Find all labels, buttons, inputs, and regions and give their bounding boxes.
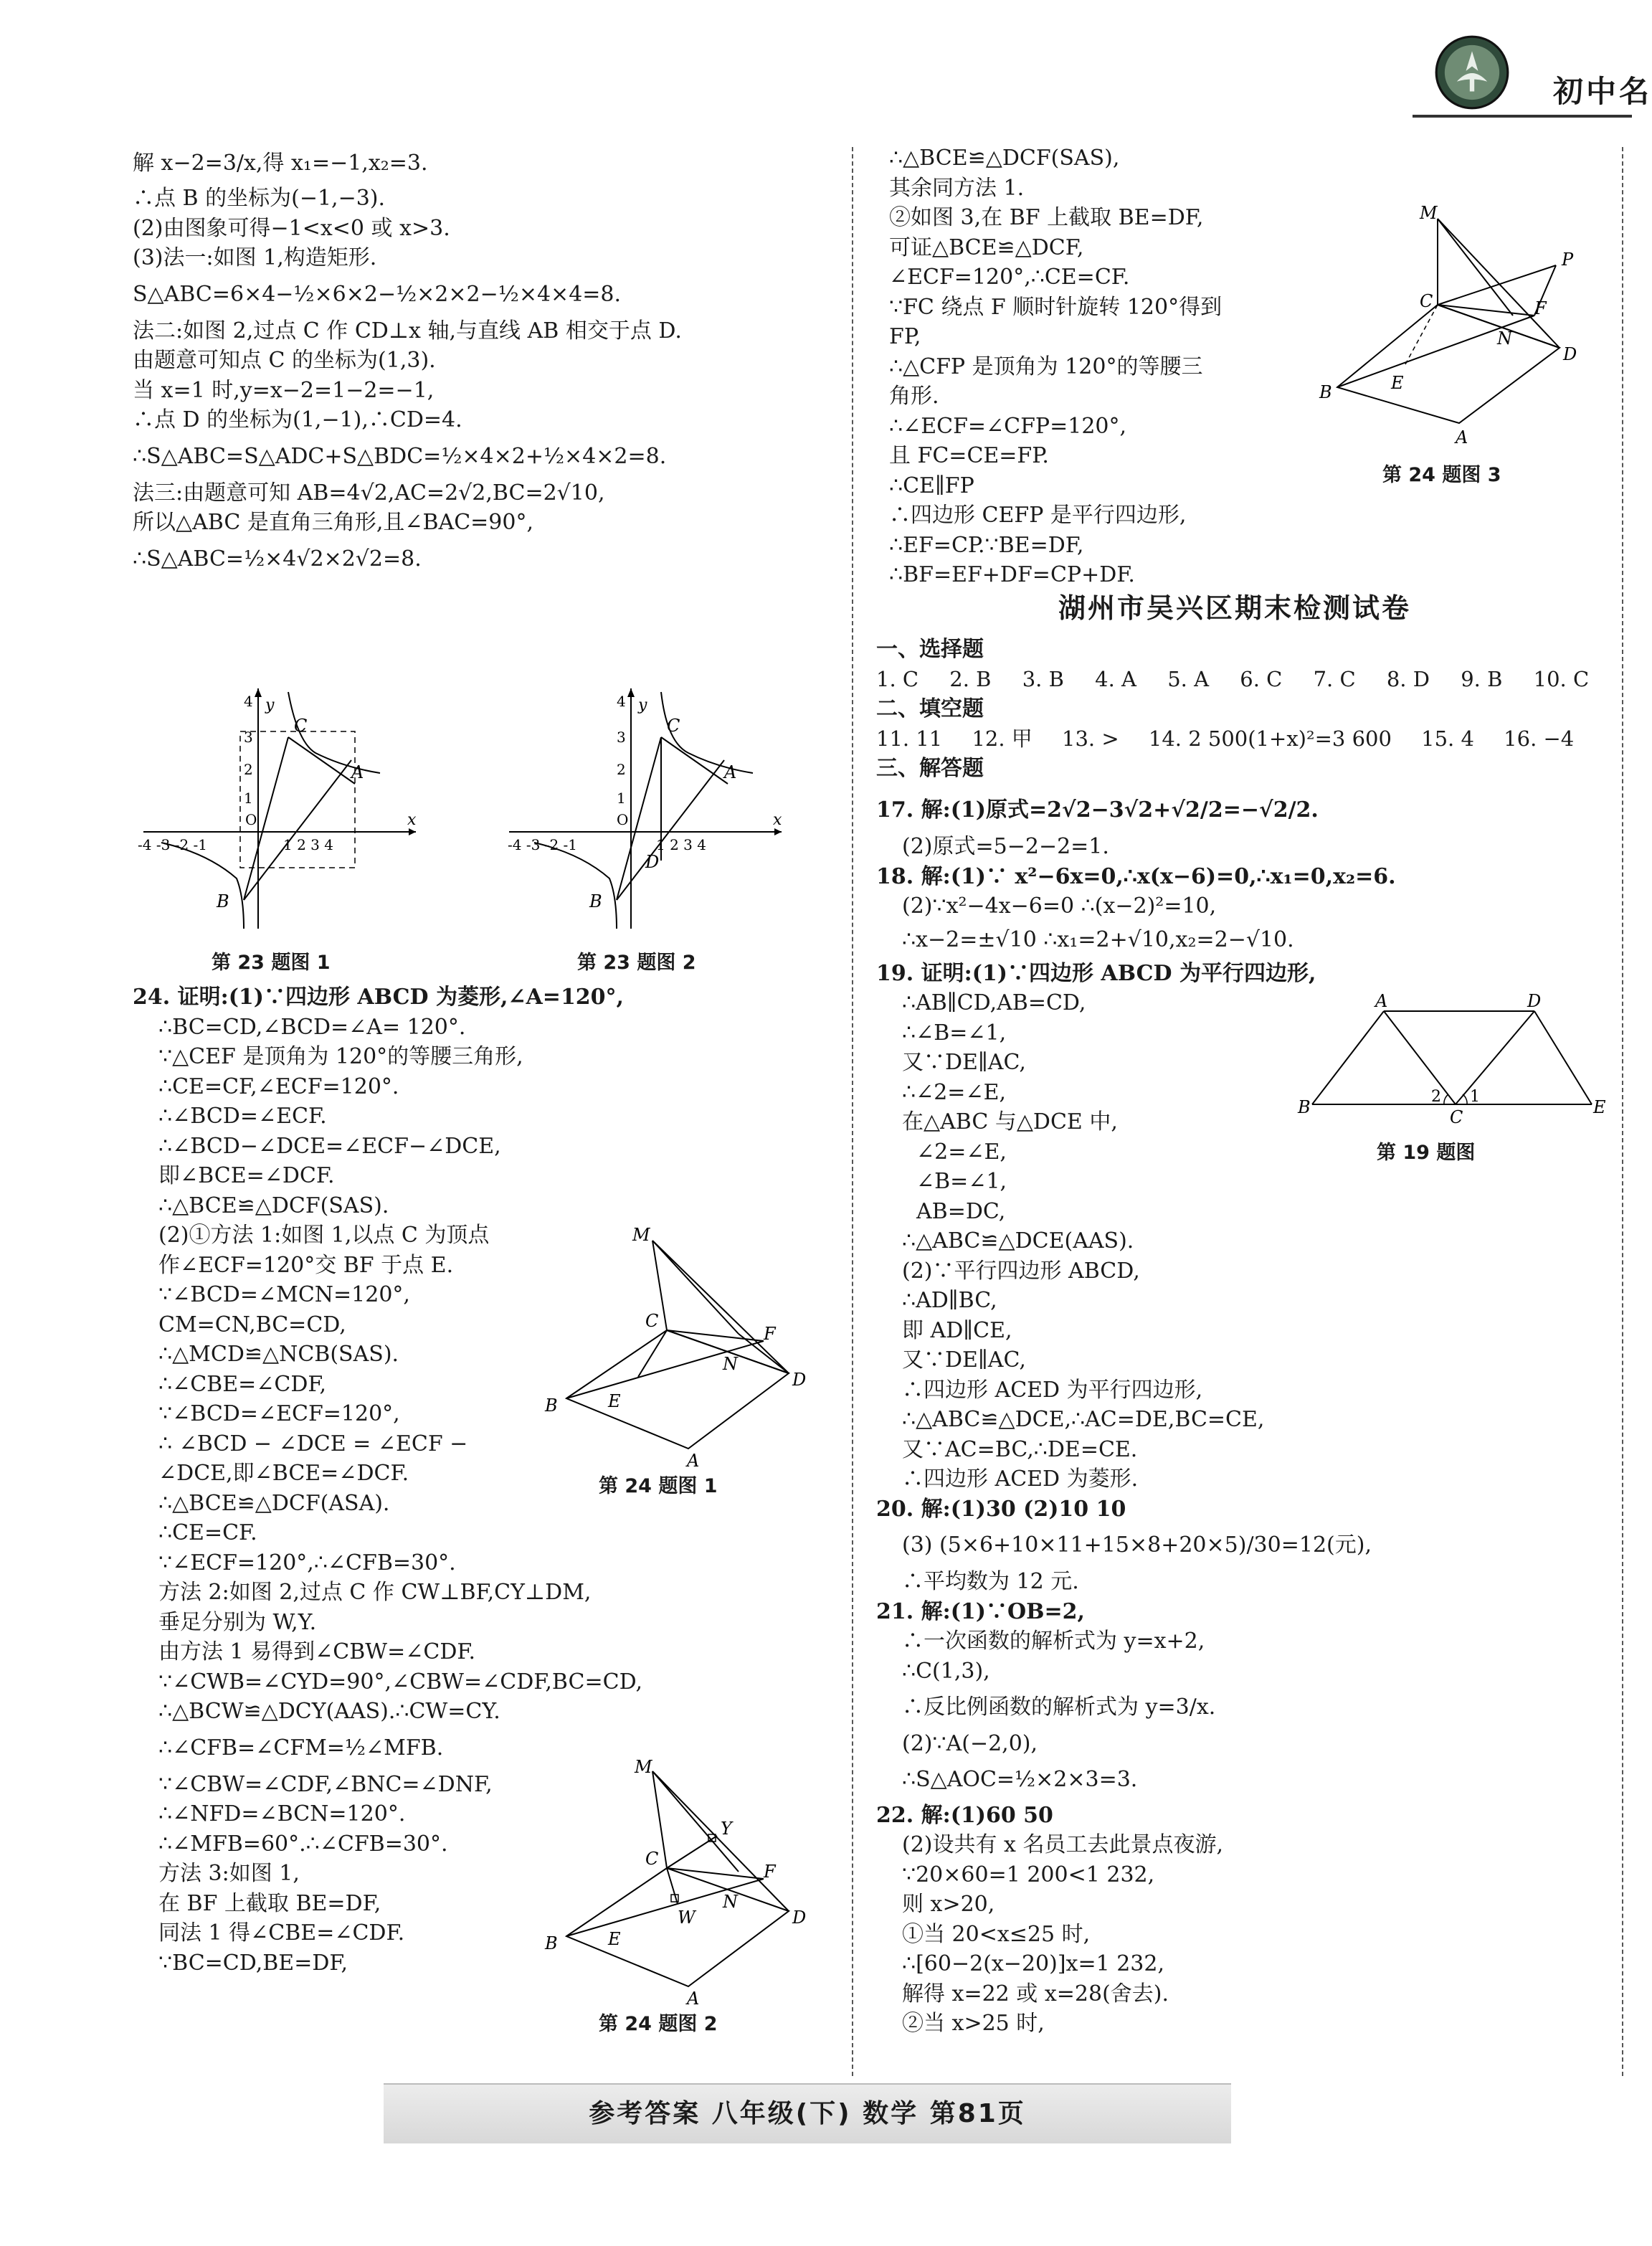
answer: 14. 2 500(1+x)²=3 600 — [1148, 726, 1392, 751]
svg-text:C: C — [645, 1849, 659, 1869]
answer: 8. D — [1386, 666, 1430, 691]
svg-text:B: B — [589, 891, 602, 911]
text-line: ∴∠NFD=∠BCN=120°. — [158, 1801, 406, 1826]
text-line: 同法 1 得∠CBE=∠CDF. — [158, 1920, 405, 1946]
answer: 3. B — [1022, 666, 1064, 691]
svg-text:D: D — [1563, 344, 1577, 364]
svg-text:O: O — [617, 811, 629, 828]
text-line: ②当 x>25 时, — [902, 2011, 1045, 2036]
svg-text:2: 2 — [244, 761, 253, 778]
text-line: ∴△BCE≌△DCF(ASA). — [158, 1490, 390, 1516]
svg-text:4: 4 — [617, 693, 626, 710]
text-line: AB=DC, — [916, 1198, 1006, 1224]
q23-solution — [133, 143, 850, 581]
text-line: 20. 解:(1)30 (2)10 10 — [876, 1496, 1126, 1522]
svg-text:1 2 3 4: 1 2 3 4 — [283, 836, 333, 853]
svg-text:A: A — [687, 1989, 700, 2009]
svg-text:y: y — [265, 696, 275, 714]
text-line: ∴∠CBE=∠CDF, — [158, 1371, 327, 1397]
answer: 6. C — [1240, 666, 1283, 691]
svg-text:C: C — [1420, 291, 1433, 311]
text-line: ∴BC=CD,∠BCD=∠A= 120°. — [158, 1014, 466, 1040]
text-line: ∴点 B 的坐标为(−1,−3). — [133, 186, 386, 211]
school-emblem-icon — [1434, 34, 1510, 110]
text-line: S△ABC=6×4−½×6×2−½×2×2−½×4×4=8. — [133, 281, 622, 307]
text-line: 方法 3:如图 1, — [158, 1861, 300, 1886]
text-line: 又∵DE∥AC, — [902, 1050, 1026, 1075]
text-line: ∴△CFP 是顶角为 120°的等腰三 — [889, 354, 1203, 379]
text-line: ∴CE∥FP — [889, 473, 974, 498]
svg-text:-4 -3 -2 -1: -4 -3 -2 -1 — [138, 836, 208, 853]
figure-caption: 第 24 题图 1 — [599, 1475, 718, 1497]
text-line: ∴S△ABC=S△ADC+S△BDC=½×4×2+½×4×2=8. — [133, 443, 667, 469]
figure-caption: 第 23 题图 1 — [212, 952, 331, 974]
text-line: ①当 20<x≤25 时, — [902, 1921, 1091, 1947]
svg-text:E: E — [608, 1391, 621, 1411]
text-line: ∴平均数为 12 元. — [902, 1569, 1079, 1594]
svg-text:A: A — [351, 762, 364, 782]
text-line: ∴x−2=±√10 ∴x₁=2+√10,x₂=2−√10. — [902, 927, 1294, 952]
text-line: (2)①方法 1:如图 1,以点 C 为顶点 — [158, 1223, 490, 1248]
svg-text:F: F — [764, 1862, 776, 1882]
answer: 5. A — [1167, 666, 1210, 691]
figure-caption: 第 24 题图 3 — [1382, 464, 1501, 486]
svg-text:B: B — [1298, 1097, 1311, 1117]
text-line: 21. 解:(1)∵OB=2, — [876, 1598, 1085, 1624]
answer: 9. B — [1461, 666, 1503, 691]
text-line: ∴AD∥BC, — [902, 1288, 997, 1313]
svg-text:1: 1 — [617, 790, 626, 807]
svg-text:A: A — [724, 762, 737, 782]
svg-text:2: 2 — [617, 761, 626, 778]
fill-answers-row — [876, 724, 1615, 754]
svg-text:A: A — [687, 1451, 700, 1471]
text-line: ∴CE=CF,∠ECF=120°. — [158, 1074, 399, 1099]
answer: 2. B — [949, 666, 992, 691]
text-line: ∴△ABC≌△DCE,∴AC=DE,BC=CE, — [902, 1407, 1265, 1432]
text-line: ∴△BCW≌△DCY(AAS).∴CW=CY. — [158, 1699, 500, 1724]
svg-text:-4 -3 -2 -1: -4 -3 -2 -1 — [508, 836, 578, 853]
text-line: ∴四边形 ACED 为平行四边形, — [902, 1377, 1203, 1403]
text-line: 其余同方法 1. — [889, 175, 1025, 201]
text-line: 可证△BCE≌△DCF, — [889, 234, 1084, 260]
svg-text:E: E — [1391, 373, 1404, 393]
text-line: ∴△BCE≌△DCF(SAS), — [889, 146, 1120, 171]
svg-text:N: N — [1497, 328, 1512, 349]
svg-text:D: D — [645, 852, 660, 872]
text-line: 24. 证明:(1)∵四边形 ABCD 为菱形,∠A=120°, — [133, 985, 625, 1010]
text-line: 17. 解:(1)原式=2√2−3√2+√2/2=−√2/2. — [876, 797, 1319, 823]
header-rule — [1413, 115, 1632, 118]
text-line: FP, — [889, 324, 921, 349]
text-line: (2)∵平行四边形 ABCD, — [902, 1258, 1140, 1284]
svg-text:C: C — [645, 1311, 659, 1331]
text-line: 则 x>20, — [902, 1892, 995, 1917]
svg-text:Y: Y — [721, 1819, 732, 1839]
svg-text:E: E — [608, 1929, 621, 1949]
text-line: ∴△BCE≌△DCF(SAS). — [158, 1193, 389, 1218]
svg-text:3: 3 — [244, 729, 253, 746]
svg-text:y: y — [638, 696, 647, 714]
svg-text:N: N — [723, 1354, 738, 1374]
text-line: ∵∠CBW=∠CDF,∠BNC=∠DNF, — [158, 1771, 493, 1797]
svg-text:2: 2 — [1431, 1088, 1441, 1106]
text-line: 且 FC=CE=FP. — [889, 443, 1049, 468]
text-line: ②如图 3,在 BF 上截取 BE=DF, — [889, 205, 1204, 230]
series-title: 初中名 — [1553, 74, 1652, 109]
figure-23-2 — [502, 681, 789, 939]
right-edge-divider — [1622, 147, 1623, 2076]
text-line: (2)原式=5−2−2=1. — [902, 834, 1109, 859]
text-line: ∴BF=EF+DF=CP+DF. — [889, 562, 1135, 587]
svg-text:D: D — [792, 1908, 807, 1928]
left-column — [133, 143, 850, 581]
text-line: ∵BC=CD,BE=DF, — [158, 1950, 348, 1976]
svg-text:A: A — [1456, 427, 1468, 447]
svg-text:C: C — [294, 716, 308, 736]
svg-text:O: O — [245, 811, 257, 828]
text-line: ∴∠BCD−∠DCE=∠ECF−∠DCE, — [158, 1133, 501, 1159]
text-line: 垂足分别为 W,Y. — [158, 1609, 317, 1635]
svg-text:A: A — [1375, 991, 1388, 1011]
footer-text: 参考答案 八年级(下) 数学 第81页 — [589, 2099, 1026, 2128]
svg-text:F: F — [764, 1324, 776, 1344]
text-line: ∴∠B=∠1, — [902, 1020, 1007, 1046]
svg-text:F: F — [1534, 298, 1547, 318]
section-heading: 三、解答题 — [876, 756, 984, 781]
svg-text:1 2 3 4: 1 2 3 4 — [656, 836, 706, 853]
svg-text:D: D — [792, 1370, 807, 1390]
text-line: 所以△ABC 是直角三角形,且∠BAC=90°, — [133, 510, 534, 535]
text-line: (2)由图象可得−1<x<0 或 x>3. — [133, 215, 450, 241]
svg-text:M: M — [632, 1225, 650, 1245]
text-line: (2)∵A(−2,0), — [902, 1731, 1038, 1756]
text-line: ∵∠BCD=∠MCN=120°, — [158, 1282, 410, 1307]
svg-text:x: x — [773, 811, 782, 829]
text-line: 在 BF 上截取 BE=DF, — [158, 1890, 381, 1916]
column-divider — [852, 147, 853, 2076]
svg-text:N: N — [723, 1892, 738, 1912]
text-line: ∴∠CFB=∠CFM=½∠MFB. — [158, 1735, 444, 1761]
svg-text:x: x — [407, 811, 417, 829]
text-line: ∵FC 绕点 F 顺时针旋转 120°得到 — [889, 294, 1223, 320]
text-line: 由题意可知点 C 的坐标为(1,3). — [133, 348, 436, 373]
choice-answers-row — [876, 665, 1615, 695]
svg-text:1: 1 — [1470, 1088, 1480, 1106]
text-line: ∵20×60=1 200<1 232, — [902, 1862, 1155, 1887]
svg-text:B: B — [1319, 382, 1332, 402]
text-line: CM=CN,BC=CD, — [158, 1312, 346, 1337]
text-line: ∴C(1,3), — [902, 1658, 990, 1684]
svg-text:M: M — [635, 1757, 652, 1777]
text-line: ∴四边形 CEFP 是平行四边形, — [889, 503, 1187, 528]
svg-text:3: 3 — [617, 729, 626, 746]
text-line: 法三:由题意可知 AB=4√2,AC=2√2,BC=2√10, — [133, 480, 605, 506]
text-line: ∴点 D 的坐标为(1,−1),∴CD=4. — [133, 407, 462, 432]
text-line: ∠B=∠1, — [916, 1169, 1007, 1194]
text-line: 作∠ECF=120°交 BF 于点 E. — [158, 1252, 454, 1278]
answer: 12. 甲 — [972, 726, 1032, 751]
text-line: ∴∠MFB=60°.∴∠CFB=30°. — [158, 1831, 448, 1857]
text-line: ∴[60−2(x−20)]x=1 232, — [902, 1951, 1165, 1976]
text-line: ∠DCE,即∠BCE=∠DCF. — [158, 1461, 409, 1486]
svg-text:B: B — [217, 891, 229, 911]
text-line: ∴△ABC≌△DCE(AAS). — [902, 1228, 1134, 1254]
text-line: (3)法一:如图 1,构造矩形. — [133, 245, 377, 270]
answer: 15. 4 — [1421, 726, 1474, 751]
text-line: 19. 证明:(1)∵四边形 ABCD 为平行四边形, — [876, 960, 1316, 986]
answer: 16. −4 — [1504, 726, 1575, 751]
text-line: ∴反比例函数的解析式为 y=3/x. — [902, 1695, 1216, 1720]
svg-text:B: B — [545, 1396, 558, 1416]
exam-title: 湖州市吴兴区期末检测试卷 — [1058, 592, 1411, 624]
text-line: 解 x−2=3/x,得 x₁=−1,x₂=3. — [133, 151, 428, 176]
text-line: 22. 解:(1)60 50 — [876, 1802, 1053, 1828]
text-line: ∴CE=CF. — [158, 1520, 257, 1545]
text-line: ∵∠ECF=120°,∴∠CFB=30°. — [158, 1550, 456, 1575]
text-line: ∴ ∠BCD − ∠DCE = ∠ECF − — [158, 1431, 468, 1456]
section-heading: 二、填空题 — [876, 696, 984, 721]
text-line: 方法 2:如图 2,过点 C 作 CW⊥BF,CY⊥DM, — [158, 1580, 592, 1605]
answer: 11. 11 — [876, 726, 943, 751]
section-heading: 一、选择题 — [876, 637, 984, 662]
text-line: ∠ECF=120°,∴CE=CF. — [889, 265, 1130, 290]
svg-text:B: B — [545, 1933, 558, 1953]
figure-caption: 第 19 题图 — [1377, 1142, 1476, 1164]
text-line: ∴AB∥CD,AB=CD, — [902, 990, 1086, 1015]
text-line: ∴S△ABC=½×4√2×2√2=8. — [133, 546, 422, 572]
page-footer — [384, 2083, 1231, 2143]
text-line: 法二:如图 2,过点 C 作 CD⊥x 轴,与直线 AB 相交于点 D. — [133, 318, 682, 343]
figure-24-2 — [545, 1757, 832, 2009]
svg-text:E: E — [1593, 1097, 1606, 1117]
answer: 13. > — [1062, 726, 1119, 751]
answer: 7. C — [1313, 666, 1356, 691]
text-line: 当 x=1 时,y=x−2=1−2=−1, — [133, 377, 435, 403]
text-line: 又∵DE∥AC, — [902, 1347, 1026, 1373]
text-line: 又∵AC=BC,∴DE=CE. — [902, 1436, 1138, 1462]
answer: 4. A — [1095, 666, 1136, 691]
text-line: 在△ABC 与△DCE 中, — [902, 1109, 1118, 1134]
answer: 10. C — [1533, 666, 1590, 691]
text-line: ∵∠CWB=∠CYD=90°,∠CBW=∠CDF,BC=CD, — [158, 1669, 643, 1695]
text-line: ∴△MCD≌△NCB(SAS). — [158, 1342, 399, 1367]
text-line: (3) (5×6+10×11+15×8+20×5)/30=12(元), — [902, 1532, 1372, 1558]
text-line: 由方法 1 易得到∠CBW=∠CDF. — [158, 1639, 476, 1664]
text-line: ∴∠2=∠E, — [902, 1079, 1007, 1105]
figure-caption: 第 24 题图 2 — [599, 2013, 718, 2035]
text-line: 解得 x=22 或 x=28(舍去). — [902, 1981, 1169, 2006]
text-line: ∴∠BCD=∠ECF. — [158, 1104, 327, 1129]
text-line: ∵△CEF 是顶角为 120°的等腰三角形, — [158, 1044, 523, 1069]
text-line: 即 AD∥CE, — [902, 1317, 1012, 1343]
text-line: ∴一次函数的解析式为 y=x+2, — [902, 1629, 1205, 1654]
svg-text:C: C — [1450, 1107, 1463, 1127]
svg-text:C: C — [667, 716, 680, 736]
text-line: ∠2=∠E, — [916, 1139, 1007, 1165]
figure-23-1 — [136, 681, 423, 939]
text-line: ∴∠ECF=∠CFP=120°, — [889, 413, 1127, 439]
text-line: 18. 解:(1)∵ x²−6x=0,∴x(x−6)=0,∴x₁=0,x₂=6. — [876, 863, 1396, 889]
figure-19 — [1291, 990, 1606, 1133]
answers-block — [876, 635, 1615, 784]
q24-continued — [889, 143, 1319, 590]
text-line: 角形. — [889, 384, 939, 409]
text-line: ∴四边形 ACED 为菱形. — [902, 1466, 1139, 1492]
figure-24-1 — [545, 1219, 832, 1471]
text-line: (2)∵x²−4x−6=0 ∴(x−2)²=10, — [902, 894, 1217, 919]
svg-text:M: M — [1420, 203, 1438, 223]
text-line: ∵∠BCD=∠ECF=120°, — [158, 1401, 400, 1426]
solutions-17-22 — [876, 789, 1593, 2039]
answer: 1. C — [876, 666, 919, 691]
svg-text:W: W — [678, 1908, 696, 1928]
text-line: (2)设共有 x 名员工去此景点夜游, — [902, 1832, 1224, 1857]
figure-24-3 — [1319, 201, 1606, 459]
text-line: 即∠BCE=∠DCF. — [158, 1163, 335, 1188]
svg-text:1: 1 — [244, 790, 253, 807]
svg-text:D: D — [1527, 991, 1542, 1011]
svg-text:4: 4 — [244, 693, 253, 710]
figure-caption: 第 23 题图 2 — [577, 952, 696, 974]
text-line: ∴S△AOC=½×2×3=3. — [902, 1766, 1138, 1792]
text-line: ∴EF=CP.∵BE=DF, — [889, 532, 1084, 558]
svg-text:P: P — [1562, 250, 1574, 270]
